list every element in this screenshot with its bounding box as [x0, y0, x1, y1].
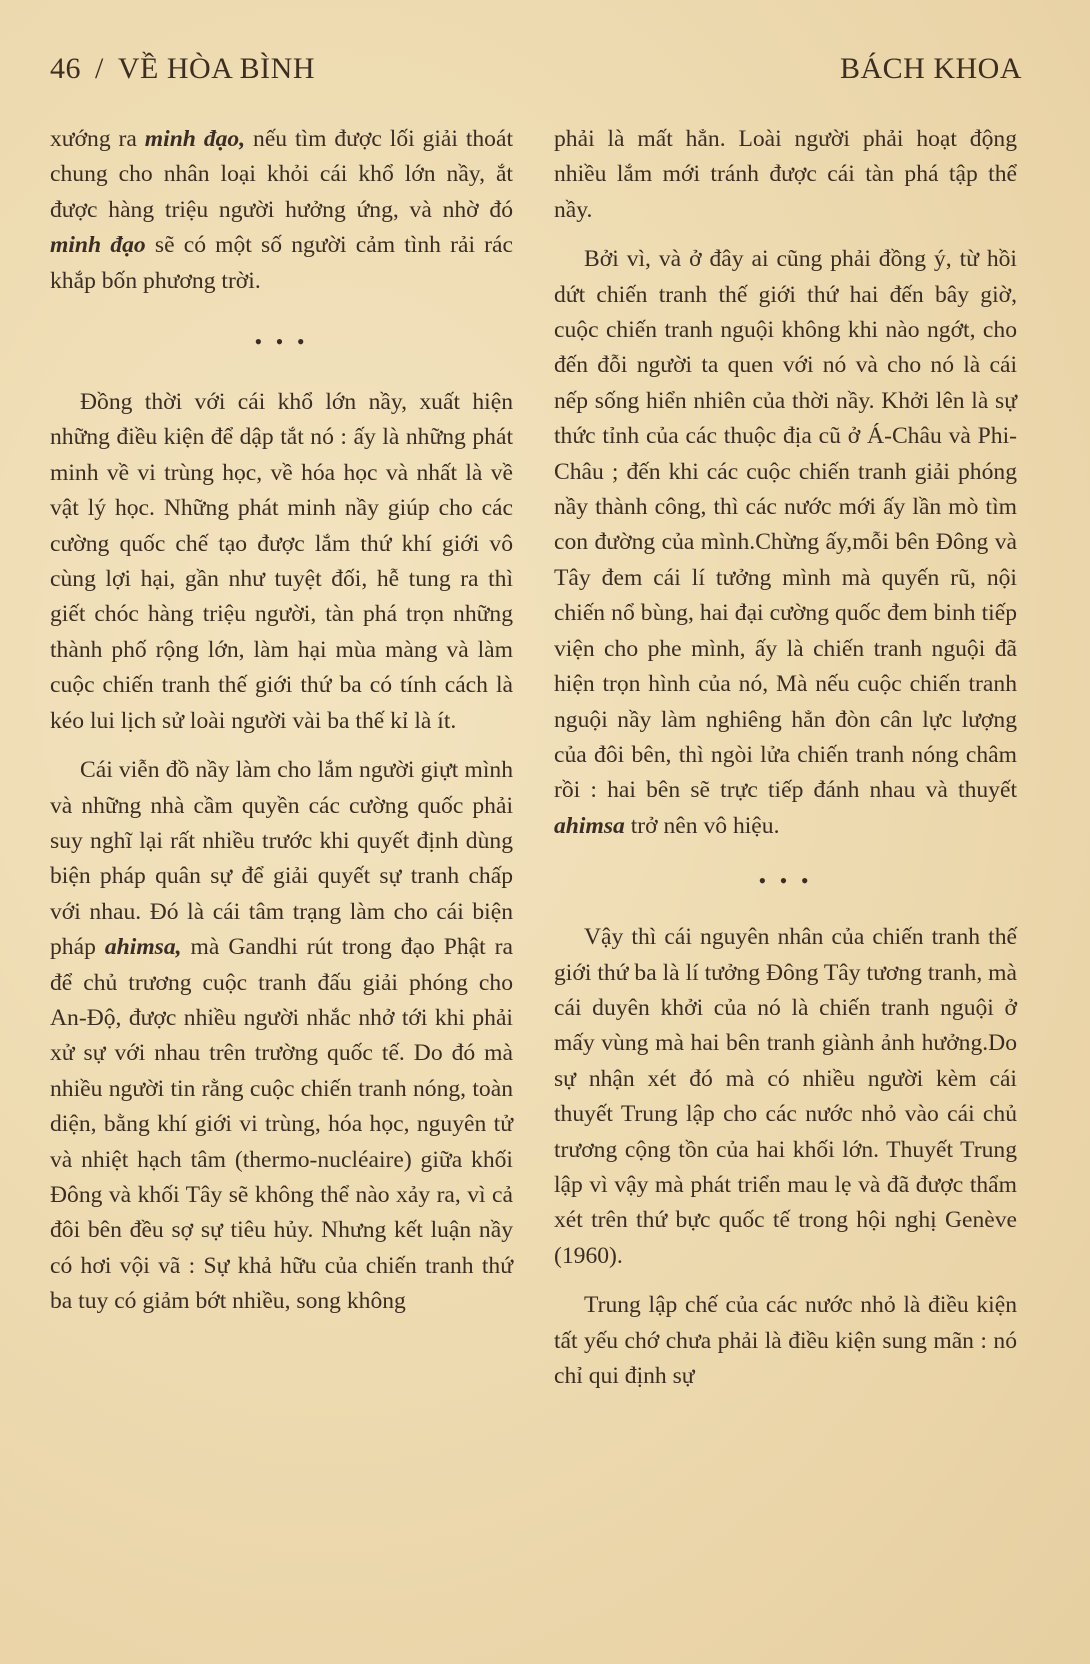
text-run: sẽ có một số người cảm tình rải rác khắp bốn phương trời. [50, 232, 513, 294]
section-separator: • • • [254, 329, 309, 355]
section-separator: • • • [758, 868, 813, 894]
right-paragraph-3: Vậy thì cái nguyên nhân của chiến tranh thế giới thứ ba là lí tưởng Đông Tây tương tranh, mà cái duyên khởi của nó là chiến tranh nguội ở mấy vùng mà hai bên tranh giành ảnh hưởng.Do sự nhận xét đó mà có nhiều người kèm cái thuyết Trung lập cho các nước nhỏ vào cái chủ trương cộng tồn của hai khối lớn. Thuyết Trung lập vì vậy mà phát triển mau lẹ và đã được thẩm xét trên thứ bực quốc tế trong hội nghị Genève (1960). [554, 924, 1017, 1269]
left-column [50, 122, 513, 1320]
text-run: Bởi vì, và ở đây ai cũng phải đồng ý, từ hồi dứt chiến tranh thế giới thứ hai đến bây giờ, cuộc chiến tranh nguội không khi nào ngớt, cho đến đỗi người ta quen với nó và cho nó là cái nếp sống hiển nhiên của thời nầy. Khởi lên là sự thức tỉnh của các thuộc địa cũ ở Á-Châu và Phi-Châu ; đến khi các cuộc chiến tranh giải phóng nầy thành công, thì các nước mới ấy lần mò tìm con đường của mình.Chừng ấy,mỗi bên Đông và Tây đem cái lí tưởng mình mà quyến rũ, nội chiến nổ bùng, hai đại cường quốc đem binh tiếp viện cho phe mình, ấy là chiến tranh nguội đã hiện trọn hình của nó, Mà nếu cuộc chiến tranh nguội nầy làm nghiêng hẳn đòn cân lực lượng của đôi bên, thì ngòi lửa chiến tranh nóng châm rồi : hai bên sẽ trực tiếp đánh nhau và thuyết [554, 246, 1017, 804]
right-paragraph-1: phải là mất hẳn. Loài người phải hoạt động nhiều lắm mới tránh được cái tàn phá tập thể nầy. [554, 126, 1017, 223]
journal-name: BÁCH KHOA [839, 52, 1022, 85]
italic-term: ahimsa, [104, 934, 182, 961]
right-paragraph-2 [554, 242, 1017, 844]
italic-term: ahimsa [554, 812, 625, 839]
right-paragraph-4: Trung lập chế của các nước nhỏ là điều kiện tất yếu chớ chưa phải là điều kiện sung mãn : nó chỉ qui định sự [554, 1292, 1017, 1389]
header-left [50, 52, 315, 86]
text-run: Cái viễn đồ nầy làm cho lắm người giựt mình và những nhà cầm quyền các cường quốc phải suy nghĩ lại rất nhiều trước khi quyết định dùng biện pháp quân sự để giải quyết sự tranh chấp với nhau. Đó là cái tâm trạng làm cho cái biện pháp [50, 757, 513, 961]
header-divider: / [95, 52, 104, 85]
left-paragraph-2: Đồng thời với cái khổ lớn nầy, xuất hiện những điều kiện để dập tắt nó : ấy là những phát minh về vi trùng học, về hóa học và nhất là về vật lý học. Những phát minh nầy giúp cho các cường quốc chế tạo được lắm thứ khí giới vô cùng lợi hại, gần như tuyệt đối, hễ tung ra thì giết chóc hàng triệu người, tàn phá trọn những thành phố rộng lớn, làm hại mùa màng và làm cuộc chiến tranh thế giới thứ ba có tính cách là kéo lui lịch sử loài người vài ba thế kỉ là ít. [50, 389, 513, 734]
section-title: VỀ HÒA BÌNH [117, 52, 316, 85]
left-paragraph-3 [50, 753, 513, 1320]
italic-term: minh đạo, [144, 126, 246, 152]
right-column [554, 122, 1017, 1394]
text-run: nếu tìm được lối giải thoát chung cho nhân loại khỏi cái khổ lớn nầy, ắt được hàng triệu người hưởng ứng, và nhờ đó [50, 126, 514, 223]
left-paragraph-1 [50, 122, 513, 299]
text-run: xướng ra [50, 126, 145, 152]
italic-term: minh đạo [50, 232, 146, 259]
page-number: 46 [50, 52, 81, 85]
running-header [50, 52, 1022, 92]
text-run: mà Gandhi rút trong đạo Phật ra để chủ trương cuộc tranh đấu giải phóng cho An-Độ, được nhiều người nhắc nhở tới khi phải xử sự với nhau trên trường quốc tế. Do đó mà nhiều người tin rằng cuộc chiến tranh nóng, toàn diện, bằng khí giới vi trùng, hóa học, nguyên tử và nhiệt hạch tâm (thermo-nucléaire) giữa khối Đông và khối Tây sẽ không thể nào xảy ra, vì cả đôi bên đều sợ sự tiêu hủy. Nhưng kết luận nầy có hơi vội vã : Sự khả hữu của chiến tranh thứ ba tuy có giảm bớt nhiều, song không [50, 934, 514, 1315]
text-run: trở nên vô hiệu. [624, 812, 780, 839]
